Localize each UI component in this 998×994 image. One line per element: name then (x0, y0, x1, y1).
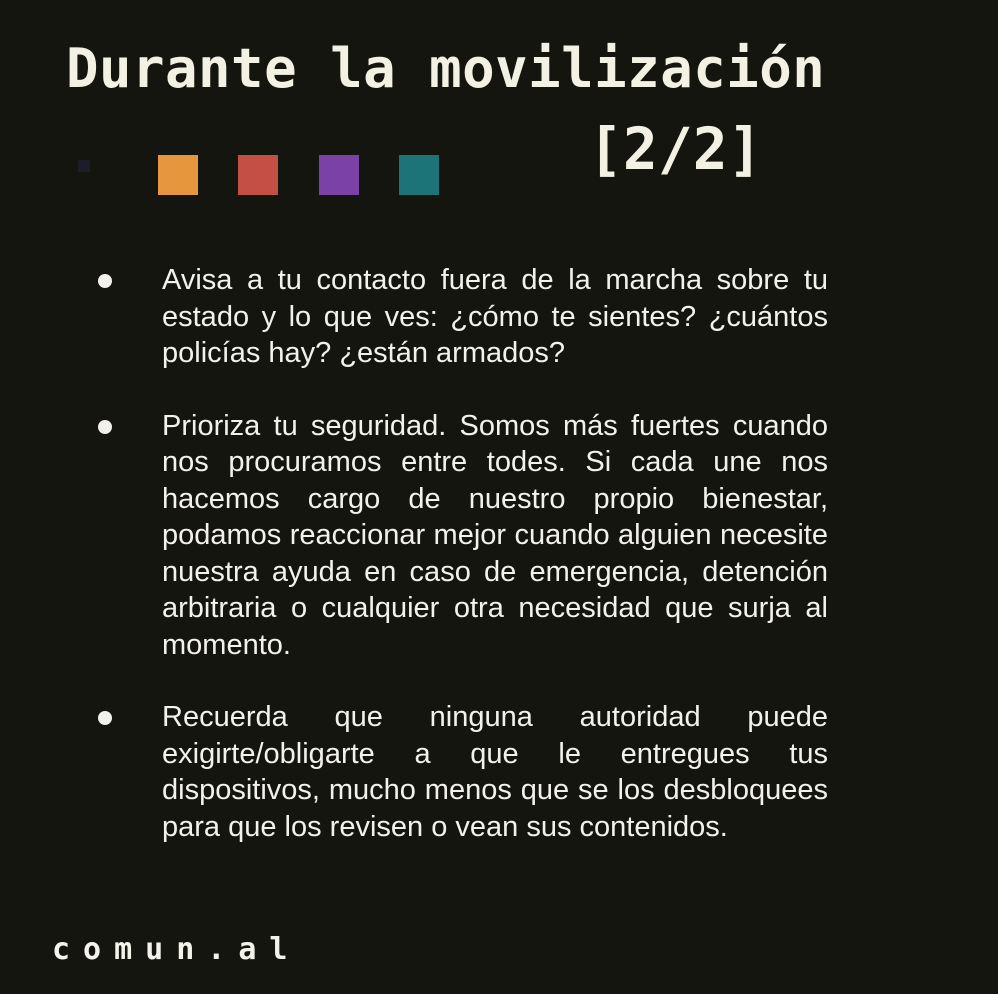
list-item-text: Recuerda que ninguna autoridad puede exigirte/obligarte a que le entregues tus dispositivos, mucho menos que se los desbloquees para que los revisen o vean sus contenidos. (162, 701, 828, 843)
list-item (96, 262, 828, 372)
list-item-text: Prioriza tu seguridad. Somos más fuertes cuando nos procuramos entre todes. Si cada une nos hacemos cargo de nuestro propio bienestar, podamos reaccionar mejor cuando alguien necesite nuestra ayuda en caso de emergencia, detención arbitraria o cualquier otra necesidad que surja al momento. (162, 409, 828, 661)
brand-logo-text: comun.al (52, 932, 301, 967)
list-item (96, 408, 828, 664)
tips-list (96, 262, 828, 845)
color-swatches (0, 0, 998, 220)
list-item-text: Avisa a tu contacto fuera de la marcha sobre tu estado y lo que ves: ¿cómo te sientes? ¿cuántos policías hay? ¿están armados? (162, 264, 828, 369)
bullet-icon (98, 274, 112, 288)
swatch-purple (319, 155, 359, 195)
swatch-orange (158, 155, 198, 195)
list-item (96, 699, 828, 845)
swatch-red (238, 155, 278, 195)
page-counter: [2/2] (588, 115, 763, 183)
swatch-teal (399, 155, 439, 195)
page-title: Durante la movilización (66, 37, 826, 100)
swatch-dot (78, 160, 90, 172)
bullet-icon (98, 711, 112, 725)
bullet-icon (98, 420, 112, 434)
